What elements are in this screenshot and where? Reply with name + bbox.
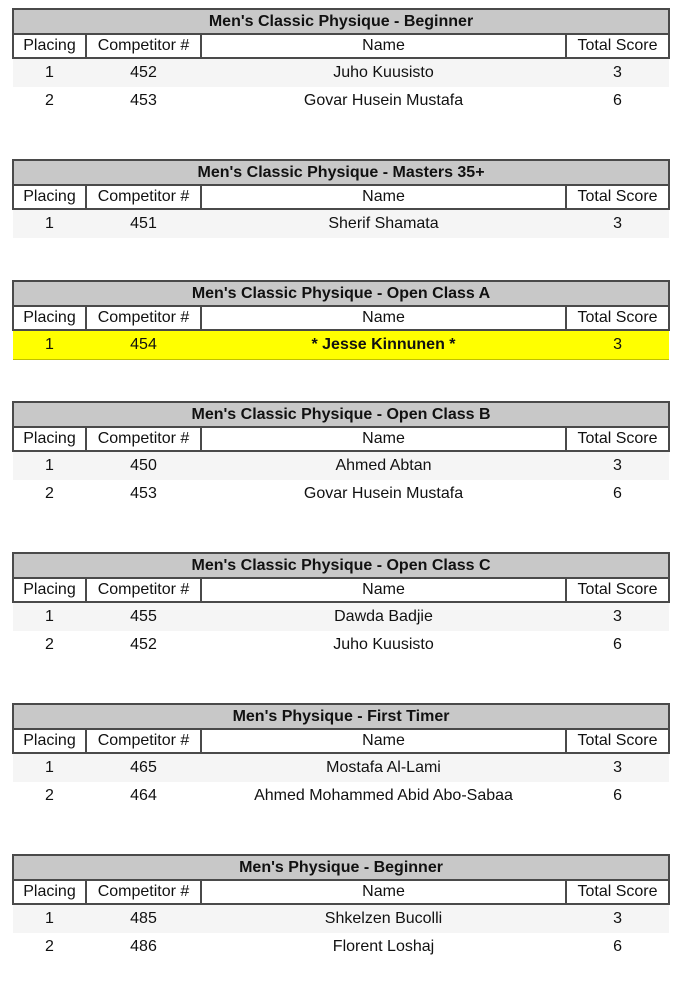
results-section-classic-open-b bbox=[12, 401, 668, 508]
section-title: Men's Classic Physique - Beginner bbox=[13, 9, 669, 34]
results-table bbox=[12, 159, 670, 238]
table-row bbox=[13, 631, 669, 659]
name-cell: * Jesse Kinnunen * bbox=[201, 330, 566, 360]
score-cell: 3 bbox=[566, 753, 669, 782]
results-section-physique-first-timer bbox=[12, 703, 668, 810]
competitor-cell: 453 bbox=[86, 480, 201, 508]
column-header-placing: Placing bbox=[13, 729, 86, 753]
placing-cell: 1 bbox=[13, 451, 86, 480]
placing-cell: 2 bbox=[13, 480, 86, 508]
column-header-name: Name bbox=[201, 34, 566, 58]
section-title: Men's Classic Physique - Open Class A bbox=[13, 281, 669, 306]
column-header-competitor: Competitor # bbox=[86, 880, 201, 904]
column-header-placing: Placing bbox=[13, 185, 86, 209]
name-cell: Ahmed Mohammed Abid Abo-Sabaa bbox=[201, 782, 566, 810]
section-title: Men's Classic Physique - Open Class C bbox=[13, 553, 669, 578]
column-header-total-score: Total Score bbox=[566, 427, 669, 451]
score-cell: 3 bbox=[566, 602, 669, 631]
results-section-classic-masters bbox=[12, 159, 668, 238]
table-row bbox=[13, 58, 669, 87]
name-cell: Juho Kuusisto bbox=[201, 631, 566, 659]
score-cell: 3 bbox=[566, 58, 669, 87]
column-header-name: Name bbox=[201, 880, 566, 904]
name-cell: Govar Husein Mustafa bbox=[201, 87, 566, 115]
column-header-name: Name bbox=[201, 578, 566, 602]
column-header-placing: Placing bbox=[13, 34, 86, 58]
table-row bbox=[13, 451, 669, 480]
results-section-physique-beginner bbox=[12, 854, 668, 961]
competitor-cell: 450 bbox=[86, 451, 201, 480]
competitor-cell: 464 bbox=[86, 782, 201, 810]
name-cell: Dawda Badjie bbox=[201, 602, 566, 631]
placing-cell: 1 bbox=[13, 330, 86, 360]
section-title: Men's Physique - First Timer bbox=[13, 704, 669, 729]
column-header-placing: Placing bbox=[13, 427, 86, 451]
results-table bbox=[12, 280, 670, 360]
name-cell: Ahmed Abtan bbox=[201, 451, 566, 480]
column-header-competitor: Competitor # bbox=[86, 306, 201, 330]
results-section-classic-beginner bbox=[12, 8, 668, 115]
results-table bbox=[12, 703, 670, 810]
placing-cell: 2 bbox=[13, 87, 86, 115]
column-header-name: Name bbox=[201, 306, 566, 330]
score-cell: 3 bbox=[566, 330, 669, 360]
column-header-total-score: Total Score bbox=[566, 306, 669, 330]
competitor-cell: 455 bbox=[86, 602, 201, 631]
competitor-cell: 465 bbox=[86, 753, 201, 782]
column-header-competitor: Competitor # bbox=[86, 427, 201, 451]
results-table bbox=[12, 8, 670, 115]
score-cell: 3 bbox=[566, 209, 669, 238]
table-row bbox=[13, 904, 669, 933]
column-header-competitor: Competitor # bbox=[86, 185, 201, 209]
column-header-competitor: Competitor # bbox=[86, 578, 201, 602]
score-cell: 6 bbox=[566, 87, 669, 115]
score-cell: 3 bbox=[566, 904, 669, 933]
name-cell: Sherif Shamata bbox=[201, 209, 566, 238]
column-header-placing: Placing bbox=[13, 880, 86, 904]
results-table bbox=[12, 401, 670, 508]
results-section-classic-open-c bbox=[12, 552, 668, 659]
competitor-cell: 454 bbox=[86, 330, 201, 360]
competitor-cell: 485 bbox=[86, 904, 201, 933]
placing-cell: 2 bbox=[13, 933, 86, 961]
placing-cell: 1 bbox=[13, 602, 86, 631]
section-title: Men's Classic Physique - Masters 35+ bbox=[13, 160, 669, 185]
name-cell: Shkelzen Bucolli bbox=[201, 904, 566, 933]
competitor-cell: 452 bbox=[86, 58, 201, 87]
column-header-name: Name bbox=[201, 185, 566, 209]
section-title: Men's Classic Physique - Open Class B bbox=[13, 402, 669, 427]
results-table bbox=[12, 552, 670, 659]
column-header-total-score: Total Score bbox=[566, 880, 669, 904]
column-header-competitor: Competitor # bbox=[86, 34, 201, 58]
column-header-total-score: Total Score bbox=[566, 729, 669, 753]
name-cell: Govar Husein Mustafa bbox=[201, 480, 566, 508]
competitor-cell: 486 bbox=[86, 933, 201, 961]
score-cell: 6 bbox=[566, 933, 669, 961]
score-cell: 6 bbox=[566, 480, 669, 508]
results-section-classic-open-a bbox=[12, 280, 668, 360]
table-row bbox=[13, 753, 669, 782]
table-row bbox=[13, 782, 669, 810]
score-cell: 6 bbox=[566, 782, 669, 810]
column-header-competitor: Competitor # bbox=[86, 729, 201, 753]
competitor-cell: 451 bbox=[86, 209, 201, 238]
table-row bbox=[13, 602, 669, 631]
column-header-total-score: Total Score bbox=[566, 185, 669, 209]
competitor-cell: 453 bbox=[86, 87, 201, 115]
column-header-total-score: Total Score bbox=[566, 34, 669, 58]
table-row bbox=[13, 480, 669, 508]
table-row-highlighted bbox=[13, 330, 669, 360]
column-header-name: Name bbox=[201, 427, 566, 451]
name-cell: Florent Loshaj bbox=[201, 933, 566, 961]
score-cell: 6 bbox=[566, 631, 669, 659]
placing-cell: 1 bbox=[13, 209, 86, 238]
name-cell: Juho Kuusisto bbox=[201, 58, 566, 87]
column-header-placing: Placing bbox=[13, 306, 86, 330]
placing-cell: 2 bbox=[13, 782, 86, 810]
score-cell: 3 bbox=[566, 451, 669, 480]
placing-cell: 1 bbox=[13, 753, 86, 782]
table-row bbox=[13, 209, 669, 238]
table-row bbox=[13, 933, 669, 961]
placing-cell: 2 bbox=[13, 631, 86, 659]
table-row bbox=[13, 87, 669, 115]
competitor-cell: 452 bbox=[86, 631, 201, 659]
column-header-name: Name bbox=[201, 729, 566, 753]
column-header-total-score: Total Score bbox=[566, 578, 669, 602]
results-table bbox=[12, 854, 670, 961]
placing-cell: 1 bbox=[13, 904, 86, 933]
column-header-placing: Placing bbox=[13, 578, 86, 602]
section-title: Men's Physique - Beginner bbox=[13, 855, 669, 880]
placing-cell: 1 bbox=[13, 58, 86, 87]
name-cell: Mostafa Al-Lami bbox=[201, 753, 566, 782]
